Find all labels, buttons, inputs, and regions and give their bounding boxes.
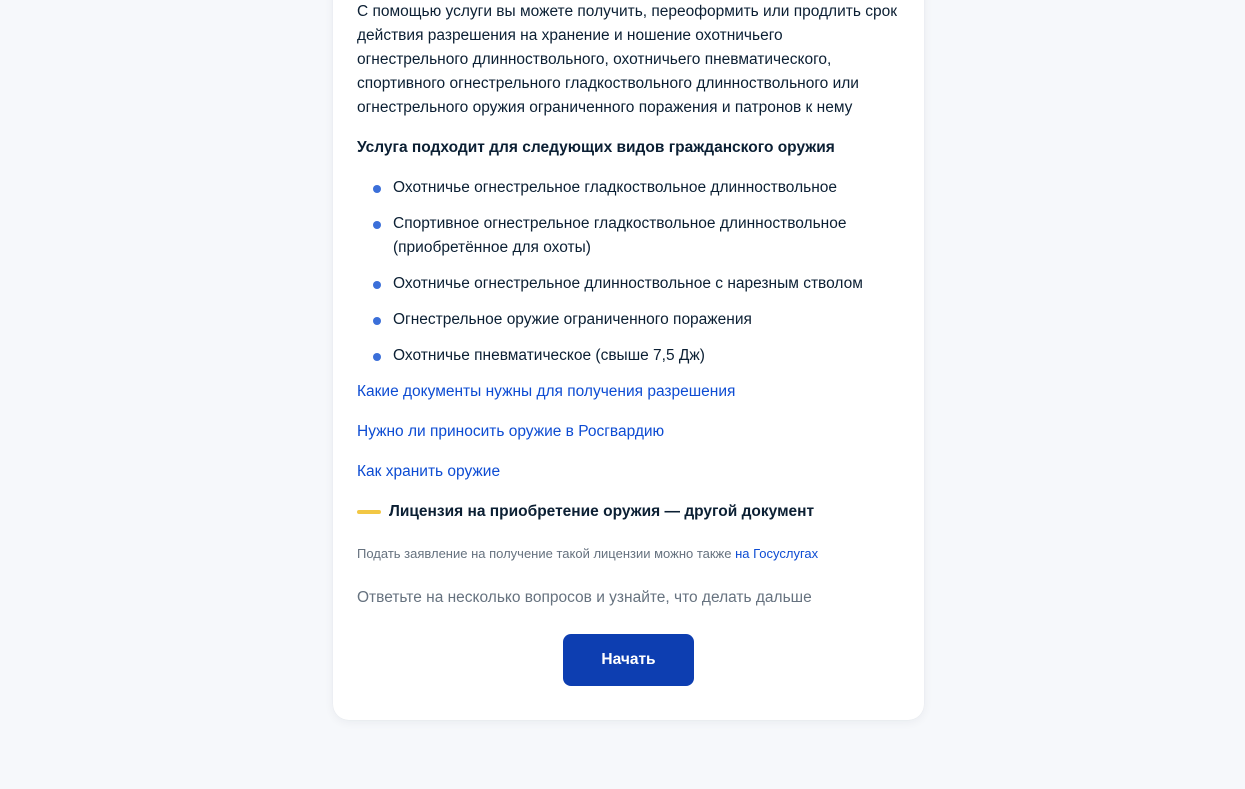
bullet-dot-icon — [373, 281, 381, 289]
documents-needed-link[interactable]: Какие документы нужны для получения разрешения — [357, 383, 736, 400]
start-button[interactable]: Начать — [563, 634, 694, 686]
license-notice — [357, 500, 900, 524]
gosuslugi-link[interactable]: на Госуслугах — [735, 546, 819, 561]
list-item-text: Охотничье пневматическое (свыше 7,5 Дж) — [393, 347, 705, 364]
bullet-dot-icon — [373, 185, 381, 193]
list-item-text: Охотничье огнестрельное гладкоствольное длинноствольное — [393, 179, 837, 196]
list-item — [357, 344, 903, 368]
list-item-text: Огнестрельное оружие ограниченного поражения — [393, 311, 752, 328]
license-note — [357, 544, 900, 564]
list-item — [357, 212, 903, 260]
start-button-wrapper — [357, 634, 900, 686]
bring-weapon-link[interactable]: Нужно ли приносить оружие в Росгвардию — [357, 423, 665, 440]
weapon-types-heading: Услуга подходит для следующих видов гражданского оружия — [357, 139, 835, 156]
service-card — [333, 0, 924, 720]
list-item — [357, 272, 903, 296]
questionnaire-prompt: Ответьте на несколько вопросов и узнайте, что делать дальше — [357, 589, 812, 606]
license-note-text: Подать заявление на получение такой лицензии можно также — [357, 546, 736, 561]
list-item — [357, 308, 903, 332]
list-item-text: Охотничье огнестрельное длинноствольное с нарезным стволом — [393, 275, 863, 292]
bullet-dot-icon — [373, 221, 381, 229]
info-links — [357, 380, 900, 484]
bullet-dot-icon — [373, 353, 381, 361]
weapon-storage-link[interactable]: Как хранить оружие — [357, 463, 501, 480]
service-description: С помощью услуги вы можете получить, переоформить или продлить срок действия разрешения на хранение и ношение охотничьего огнестрельного длинноствольного, охотничьего пневматического, спортивного огнестрельного гладкоствольного длинноствольного или огнестрельного оружия ограниченного поражения и патронов к нему — [357, 3, 898, 116]
weapon-types-list — [357, 176, 900, 368]
list-item-text: Спортивное огнестрельное гладкоствольное длинноствольное (приобретённое для охоты) — [393, 215, 847, 256]
notice-title: Лицензия на приобретение оружия — другой документ — [389, 503, 815, 520]
list-item — [357, 176, 903, 200]
notice-accent-bar — [357, 510, 381, 514]
bullet-dot-icon — [373, 317, 381, 325]
